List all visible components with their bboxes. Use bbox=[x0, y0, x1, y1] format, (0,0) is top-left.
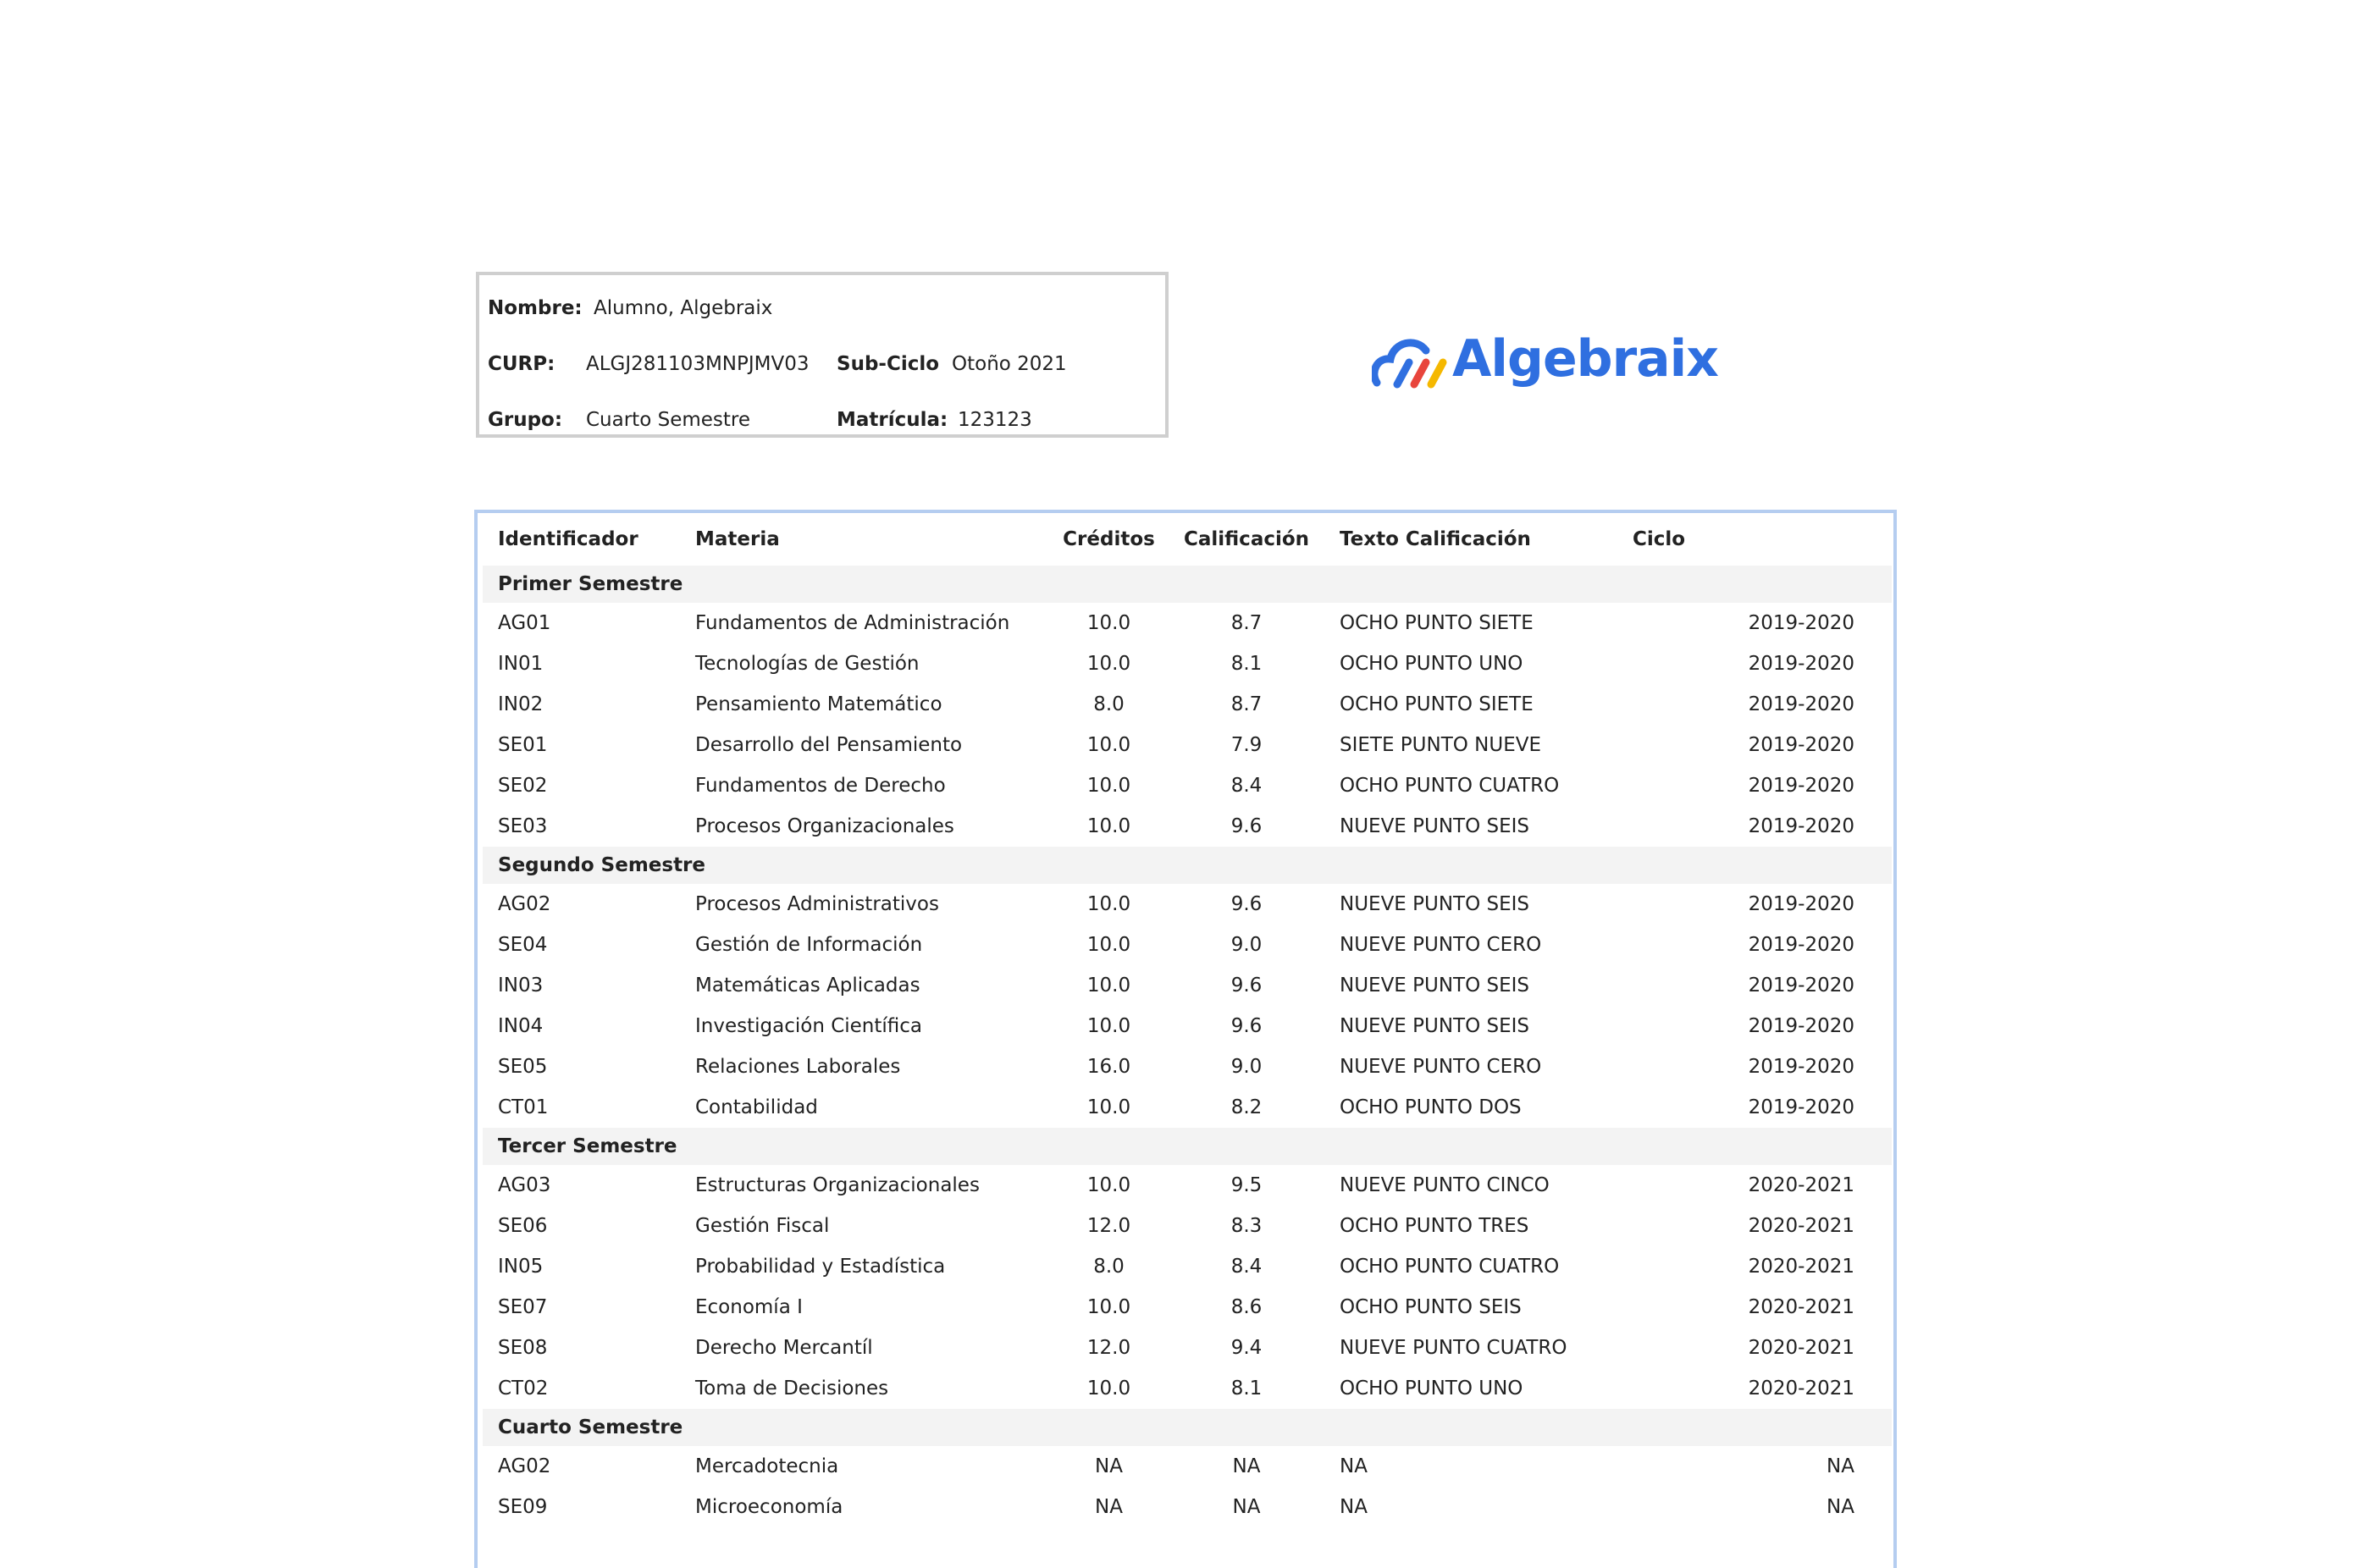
cell-texto-calificacion: NUEVE PUNTO CUATRO bbox=[1340, 1337, 1567, 1359]
cell-materia: Derecho Mercantíl bbox=[695, 1337, 873, 1359]
semester-header-row bbox=[483, 1409, 1892, 1446]
cell-texto-calificacion: NA bbox=[1340, 1455, 1368, 1477]
table-row bbox=[483, 1206, 1892, 1246]
cell-calificacion: 9.5 bbox=[1230, 1174, 1263, 1196]
cell-identificador: SE07 bbox=[498, 1296, 548, 1318]
cell-calificacion: 9.4 bbox=[1230, 1337, 1263, 1359]
cell-creditos: 10.0 bbox=[1086, 1296, 1131, 1318]
cell-ciclo: 2020-2021 bbox=[1748, 1378, 1854, 1400]
cell-identificador: AG02 bbox=[498, 893, 551, 915]
cell-ciclo: 2019-2020 bbox=[1748, 693, 1854, 715]
cell-calificacion: NA bbox=[1232, 1455, 1261, 1477]
cell-materia: Probabilidad y Estadística bbox=[695, 1256, 946, 1278]
cell-creditos: 10.0 bbox=[1086, 612, 1131, 634]
cell-identificador: SE08 bbox=[498, 1337, 548, 1359]
matricula-value: 123123 bbox=[958, 409, 1032, 431]
cell-materia: Relaciones Laborales bbox=[695, 1056, 901, 1078]
cell-creditos: 10.0 bbox=[1086, 815, 1131, 837]
semester-header-row bbox=[483, 847, 1892, 884]
cell-calificacion: 7.9 bbox=[1230, 734, 1263, 756]
cell-texto-calificacion: OCHO PUNTO CUATRO bbox=[1340, 775, 1560, 797]
cell-calificacion: 8.4 bbox=[1230, 775, 1263, 797]
cell-materia: Desarrollo del Pensamiento bbox=[695, 734, 963, 756]
cell-texto-calificacion: NUEVE PUNTO CERO bbox=[1340, 1056, 1542, 1078]
cell-ciclo: 2019-2020 bbox=[1748, 893, 1854, 915]
cell-ciclo: 2019-2020 bbox=[1748, 815, 1854, 837]
cell-texto-calificacion: NUEVE PUNTO SEIS bbox=[1340, 1015, 1530, 1037]
cell-identificador: IN05 bbox=[498, 1256, 544, 1278]
cell-creditos: 8.0 bbox=[1093, 693, 1125, 715]
cell-calificacion: 8.6 bbox=[1230, 1296, 1263, 1318]
nombre-label: Nombre: bbox=[488, 297, 583, 319]
cell-materia: Gestión Fiscal bbox=[695, 1215, 830, 1237]
cell-calificacion: 9.6 bbox=[1230, 893, 1263, 915]
cell-identificador: SE01 bbox=[498, 734, 548, 756]
cell-calificacion: 8.3 bbox=[1230, 1215, 1263, 1237]
table-row bbox=[483, 1368, 1892, 1409]
cell-identificador: IN03 bbox=[498, 974, 544, 997]
cell-ciclo: 2019-2020 bbox=[1748, 1096, 1854, 1118]
cell-identificador: SE03 bbox=[498, 815, 548, 837]
cell-calificacion: 8.1 bbox=[1230, 1378, 1263, 1400]
cell-texto-calificacion: NUEVE PUNTO CINCO bbox=[1340, 1174, 1550, 1196]
cell-calificacion: 8.2 bbox=[1230, 1096, 1263, 1118]
subciclo-label: Sub-Ciclo bbox=[837, 353, 940, 375]
cell-creditos: NA bbox=[1095, 1496, 1123, 1518]
cell-ciclo: 2019-2020 bbox=[1748, 934, 1854, 956]
cell-calificacion: 9.6 bbox=[1230, 974, 1263, 997]
cell-materia: Fundamentos de Derecho bbox=[695, 775, 946, 797]
header-creditos: Créditos bbox=[1063, 528, 1155, 550]
nombre-row bbox=[488, 295, 772, 321]
curp-row bbox=[488, 351, 1067, 377]
table-row bbox=[483, 1328, 1892, 1368]
table-row bbox=[483, 1006, 1892, 1046]
cell-identificador: SE02 bbox=[498, 775, 548, 797]
cell-identificador: SE09 bbox=[498, 1496, 548, 1518]
cell-identificador: IN04 bbox=[498, 1015, 544, 1037]
grades-table bbox=[483, 513, 1892, 1527]
cell-materia: Tecnologías de Gestión bbox=[695, 653, 920, 675]
header-texto-calificacion: Texto Calificación bbox=[1340, 528, 1531, 550]
matricula-label: Matrícula: bbox=[837, 409, 948, 431]
cell-creditos: 12.0 bbox=[1086, 1215, 1131, 1237]
cell-materia: Mercadotecnia bbox=[695, 1455, 839, 1477]
cell-ciclo: 2019-2020 bbox=[1748, 775, 1854, 797]
table-row bbox=[483, 725, 1892, 765]
algebraix-logo-icon bbox=[1372, 323, 1452, 395]
grupo-value: Cuarto Semestre bbox=[586, 409, 750, 431]
cell-creditos: NA bbox=[1095, 1455, 1123, 1477]
cell-texto-calificacion: OCHO PUNTO SIETE bbox=[1340, 612, 1534, 634]
cell-identificador: SE06 bbox=[498, 1215, 548, 1237]
cell-ciclo: 2019-2020 bbox=[1748, 734, 1854, 756]
cell-identificador: IN01 bbox=[498, 653, 544, 675]
table-row bbox=[483, 643, 1892, 684]
cell-materia: Toma de Decisiones bbox=[695, 1378, 889, 1400]
table-row bbox=[483, 684, 1892, 725]
curp-label: CURP: bbox=[488, 353, 555, 375]
cell-creditos: 10.0 bbox=[1086, 893, 1131, 915]
cell-texto-calificacion: NUEVE PUNTO SEIS bbox=[1340, 815, 1530, 837]
cell-ciclo: 2019-2020 bbox=[1748, 974, 1854, 997]
cell-calificacion: 9.6 bbox=[1230, 815, 1263, 837]
table-row bbox=[483, 1087, 1892, 1128]
cell-creditos: 10.0 bbox=[1086, 974, 1131, 997]
table-header-row bbox=[483, 513, 1892, 566]
cell-texto-calificacion: OCHO PUNTO SIETE bbox=[1340, 693, 1534, 715]
cell-creditos: 10.0 bbox=[1086, 775, 1131, 797]
cell-texto-calificacion: OCHO PUNTO SEIS bbox=[1340, 1296, 1522, 1318]
cell-ciclo: 2020-2021 bbox=[1748, 1337, 1854, 1359]
cell-creditos: 10.0 bbox=[1086, 1015, 1131, 1037]
nombre-value: Alumno, Algebraix bbox=[594, 297, 773, 319]
cell-calificacion: 8.7 bbox=[1230, 612, 1263, 634]
cell-creditos: 10.0 bbox=[1086, 734, 1131, 756]
grades-body bbox=[483, 566, 1892, 1527]
table-row bbox=[483, 1446, 1892, 1487]
semester-title: Tercer Semestre bbox=[483, 1128, 1892, 1165]
cell-ciclo: 2019-2020 bbox=[1748, 1015, 1854, 1037]
cell-materia: Estructuras Organizacionales bbox=[695, 1174, 980, 1196]
cell-materia: Microeconomía bbox=[695, 1496, 843, 1518]
table-row bbox=[483, 1165, 1892, 1206]
cell-creditos: 10.0 bbox=[1086, 1096, 1131, 1118]
cell-texto-calificacion: NUEVE PUNTO SEIS bbox=[1340, 893, 1530, 915]
cell-identificador: SE04 bbox=[498, 934, 548, 956]
cell-ciclo: 2020-2021 bbox=[1748, 1296, 1854, 1318]
cell-materia: Procesos Administrativos bbox=[695, 893, 939, 915]
semester-title: Primer Semestre bbox=[483, 566, 1892, 603]
cell-calificacion: 9.0 bbox=[1230, 1056, 1263, 1078]
cell-creditos: 10.0 bbox=[1086, 1378, 1131, 1400]
table-row bbox=[483, 765, 1892, 806]
table-row bbox=[483, 1287, 1892, 1328]
grades-table-container bbox=[474, 510, 1897, 1568]
cell-texto-calificacion: OCHO PUNTO UNO bbox=[1340, 653, 1523, 675]
algebraix-logo bbox=[1372, 323, 1718, 395]
semester-header-row bbox=[483, 1128, 1892, 1165]
table-row bbox=[483, 603, 1892, 643]
cell-materia: Fundamentos de Administración bbox=[695, 612, 1010, 634]
cell-identificador: CT02 bbox=[498, 1378, 549, 1400]
cell-texto-calificacion: NA bbox=[1340, 1496, 1368, 1518]
cell-materia: Economía I bbox=[695, 1296, 803, 1318]
table-row bbox=[483, 806, 1892, 847]
cell-ciclo: 2019-2020 bbox=[1748, 1056, 1854, 1078]
cell-materia: Procesos Organizacionales bbox=[695, 815, 954, 837]
cell-ciclo: 2020-2021 bbox=[1748, 1174, 1854, 1196]
cell-creditos: 8.0 bbox=[1093, 1256, 1125, 1278]
cell-ciclo: 2019-2020 bbox=[1748, 612, 1854, 634]
cell-materia: Gestión de Información bbox=[695, 934, 923, 956]
header-ciclo: Ciclo bbox=[1633, 528, 1686, 550]
semester-header-row bbox=[483, 566, 1892, 603]
cell-texto-calificacion: OCHO PUNTO CUATRO bbox=[1340, 1256, 1560, 1278]
cell-texto-calificacion: NUEVE PUNTO CERO bbox=[1340, 934, 1542, 956]
cell-texto-calificacion: NUEVE PUNTO SEIS bbox=[1340, 974, 1530, 997]
table-row bbox=[483, 1246, 1892, 1287]
grupo-row bbox=[488, 407, 1032, 433]
cell-ciclo: NA bbox=[1827, 1496, 1854, 1518]
cell-ciclo: 2019-2020 bbox=[1748, 653, 1854, 675]
cell-creditos: 10.0 bbox=[1086, 1174, 1131, 1196]
cell-ciclo: NA bbox=[1827, 1455, 1854, 1477]
header-materia: Materia bbox=[695, 528, 780, 550]
cell-calificacion: NA bbox=[1232, 1496, 1261, 1518]
student-info-box bbox=[476, 272, 1169, 438]
table-row bbox=[483, 1487, 1892, 1527]
cell-creditos: 10.0 bbox=[1086, 653, 1131, 675]
cell-materia: Pensamiento Matemático bbox=[695, 693, 942, 715]
table-row bbox=[483, 925, 1892, 965]
cell-calificacion: 9.0 bbox=[1230, 934, 1263, 956]
cell-calificacion: 8.1 bbox=[1230, 653, 1263, 675]
grupo-label: Grupo: bbox=[488, 409, 563, 431]
cell-materia: Contabilidad bbox=[695, 1096, 818, 1118]
header-identificador: Identificador bbox=[498, 528, 638, 550]
cell-identificador: AG02 bbox=[498, 1455, 551, 1477]
subciclo-value: Otoño 2021 bbox=[952, 353, 1067, 375]
cell-texto-calificacion: OCHO PUNTO DOS bbox=[1340, 1096, 1522, 1118]
algebraix-logo-text: Algebraix bbox=[1452, 329, 1718, 389]
cell-creditos: 12.0 bbox=[1086, 1337, 1131, 1359]
cell-calificacion: 8.4 bbox=[1230, 1256, 1263, 1278]
cell-creditos: 16.0 bbox=[1086, 1056, 1131, 1078]
cell-identificador: CT01 bbox=[498, 1096, 549, 1118]
header-calificacion: Calificación bbox=[1183, 528, 1310, 550]
semester-title: Cuarto Semestre bbox=[483, 1409, 1892, 1446]
table-row bbox=[483, 965, 1892, 1006]
table-row bbox=[483, 884, 1892, 925]
cell-identificador: AG03 bbox=[498, 1174, 551, 1196]
cell-ciclo: 2020-2021 bbox=[1748, 1256, 1854, 1278]
semester-title: Segundo Semestre bbox=[483, 847, 1892, 884]
cell-creditos: 10.0 bbox=[1086, 934, 1131, 956]
cell-calificacion: 9.6 bbox=[1230, 1015, 1263, 1037]
cell-ciclo: 2020-2021 bbox=[1748, 1215, 1854, 1237]
cell-identificador: IN02 bbox=[498, 693, 544, 715]
cell-calificacion: 8.7 bbox=[1230, 693, 1263, 715]
cell-identificador: SE05 bbox=[498, 1056, 548, 1078]
curp-value: ALGJ281103MNPJMV03 bbox=[586, 353, 810, 375]
cell-texto-calificacion: OCHO PUNTO UNO bbox=[1340, 1378, 1523, 1400]
cell-identificador: AG01 bbox=[498, 612, 551, 634]
cell-texto-calificacion: SIETE PUNTO NUEVE bbox=[1340, 734, 1542, 756]
cell-materia: Matemáticas Aplicadas bbox=[695, 974, 920, 997]
cell-materia: Investigación Científica bbox=[695, 1015, 923, 1037]
table-row bbox=[483, 1046, 1892, 1087]
cell-texto-calificacion: OCHO PUNTO TRES bbox=[1340, 1215, 1529, 1237]
